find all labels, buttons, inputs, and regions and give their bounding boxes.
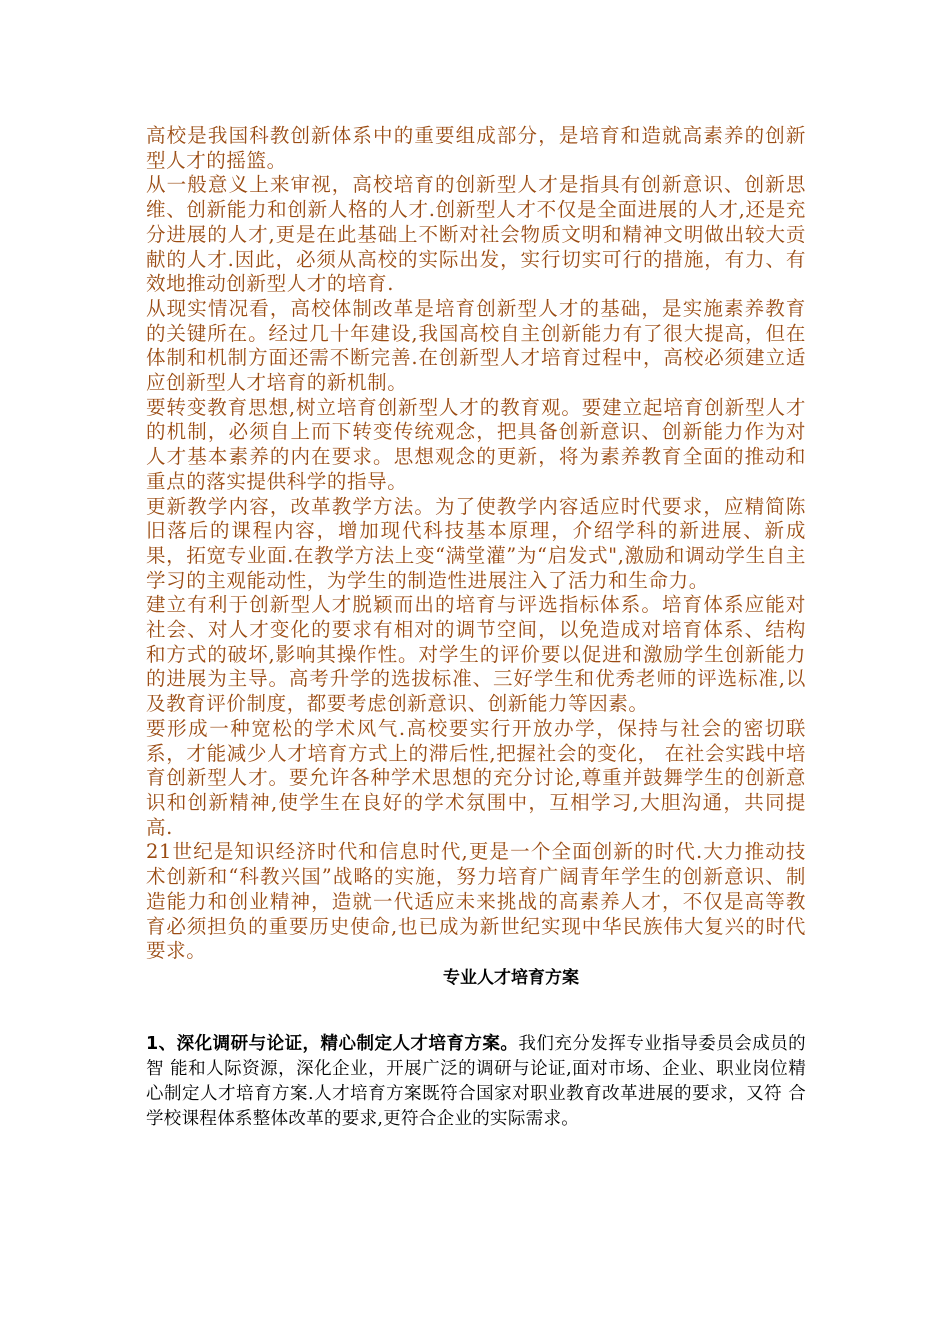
plan-paragraph <box>146 1032 806 1132</box>
paragraph-3: 从现实情况看，高校体制改革是培育创新型人才的基础，是实施素养教育的关键所在。经过几十年建设,我国高校自主创新能力有了很大提高，但在体制和机制方面还需不断完善.在创新型人才培育过程中，高校必须建立适应创新型人才培育的新机制。 <box>146 296 806 395</box>
plan-paragraph-body: 我们充分发挥专业指导委员会成员的智 能和人际资源，深化企业，开展广泛的调研与论证,面对市场、企业、职业岗位精心制定人才培育方案.人才培育方案既符合国家对职业教育改革进展的要求，又符 合学校课程体系整体改革的要求,更符合企业的实际需求。 <box>146 1033 806 1129</box>
paragraph-5: 更新教学内容，改革教学方法。为了使教学内容适应时代要求，应精简陈旧落后的课程内容，增加现代科技基本原理，介绍学科的新进展、新成果，拓宽专业面.在教学方法上变“满堂灌”为“启发式",激励和调动学生自主学习的主观能动性，为学生的制造性进展注入了活力和生命力。 <box>146 494 806 592</box>
document-content <box>146 124 806 1132</box>
paragraph-2: 从一般意义上来审视，高校培育的创新型人才是指具有创新意识、创新思维、创新能力和创新人格的人才.创新型人才不仅是全面进展的人才,还是充分进展的人才,更是在此基础上不断对社会物质文明和精神文明做出较大贡献的人才.因此，必须从高校的实际出发，实行切实可行的措施，有力、有效地推动创新型人才的培育. <box>146 173 806 296</box>
paragraph-1: 高校是我国科教创新体系中的重要组成部分，是培育和造就高素养的创新型人才的摇篮。 <box>146 124 806 172</box>
paragraph-4: 要转变教育思想,树立培育创新型人才的教育观。要建立起培育创新型人才的机制，必须自上而下转变传统观念，把具备创新意识、创新能力作为对人才基本素养的内在要求。思想观念的更新，将为素养教育全面的推动和重点的落实提供科学的指导。 <box>146 395 806 493</box>
paragraph-8: 21世纪是知识经济时代和信息时代,更是一个全面创新的时代.大力推动技术创新和“科教兴国”战略的实施，努力培育广阔青年学生的创新意识、制造能力和创业精神，造就一代适应未来挑战的高素养人才，不仅是高等教育必须担负的重要历史使命,也已成为新世纪实现中华民族伟大复兴的时代要求。 <box>146 840 806 963</box>
paragraph-6: 建立有利于创新型人才脱颖而出的培育与评选指标体系。培育体系应能对社会、对人才变化的要求有相对的调节空间，以免造成对培育体系、结构和方式的破坏,影响其操作性。对学生的评价要以促进和激励学生创新能力的进展为主导。高考升学的选拔标准、三好学生和优秀老师的评选标准,以及教育评价制度，都要考虑创新意识、创新能力等因素。 <box>146 593 806 716</box>
section-title: 专业人才培育方案 <box>443 967 579 988</box>
paragraph-7: 要形成一种宽松的学术风气.高校要实行开放办学，保持与社会的密切联系，才能减少人才培育方式上的滞后性,把握社会的变化， 在社会实践中培育创新型人才。要允许各种学术思想的充分讨论,尊重并鼓舞学生的创新意识和创新精神,使学生在良好的学术氛围中，互相学习,大胆沟通，共同提高. <box>146 716 806 839</box>
plan-paragraph-lead: 1、深化调研与论证，精心制定人才培育方案。 <box>146 1033 519 1054</box>
